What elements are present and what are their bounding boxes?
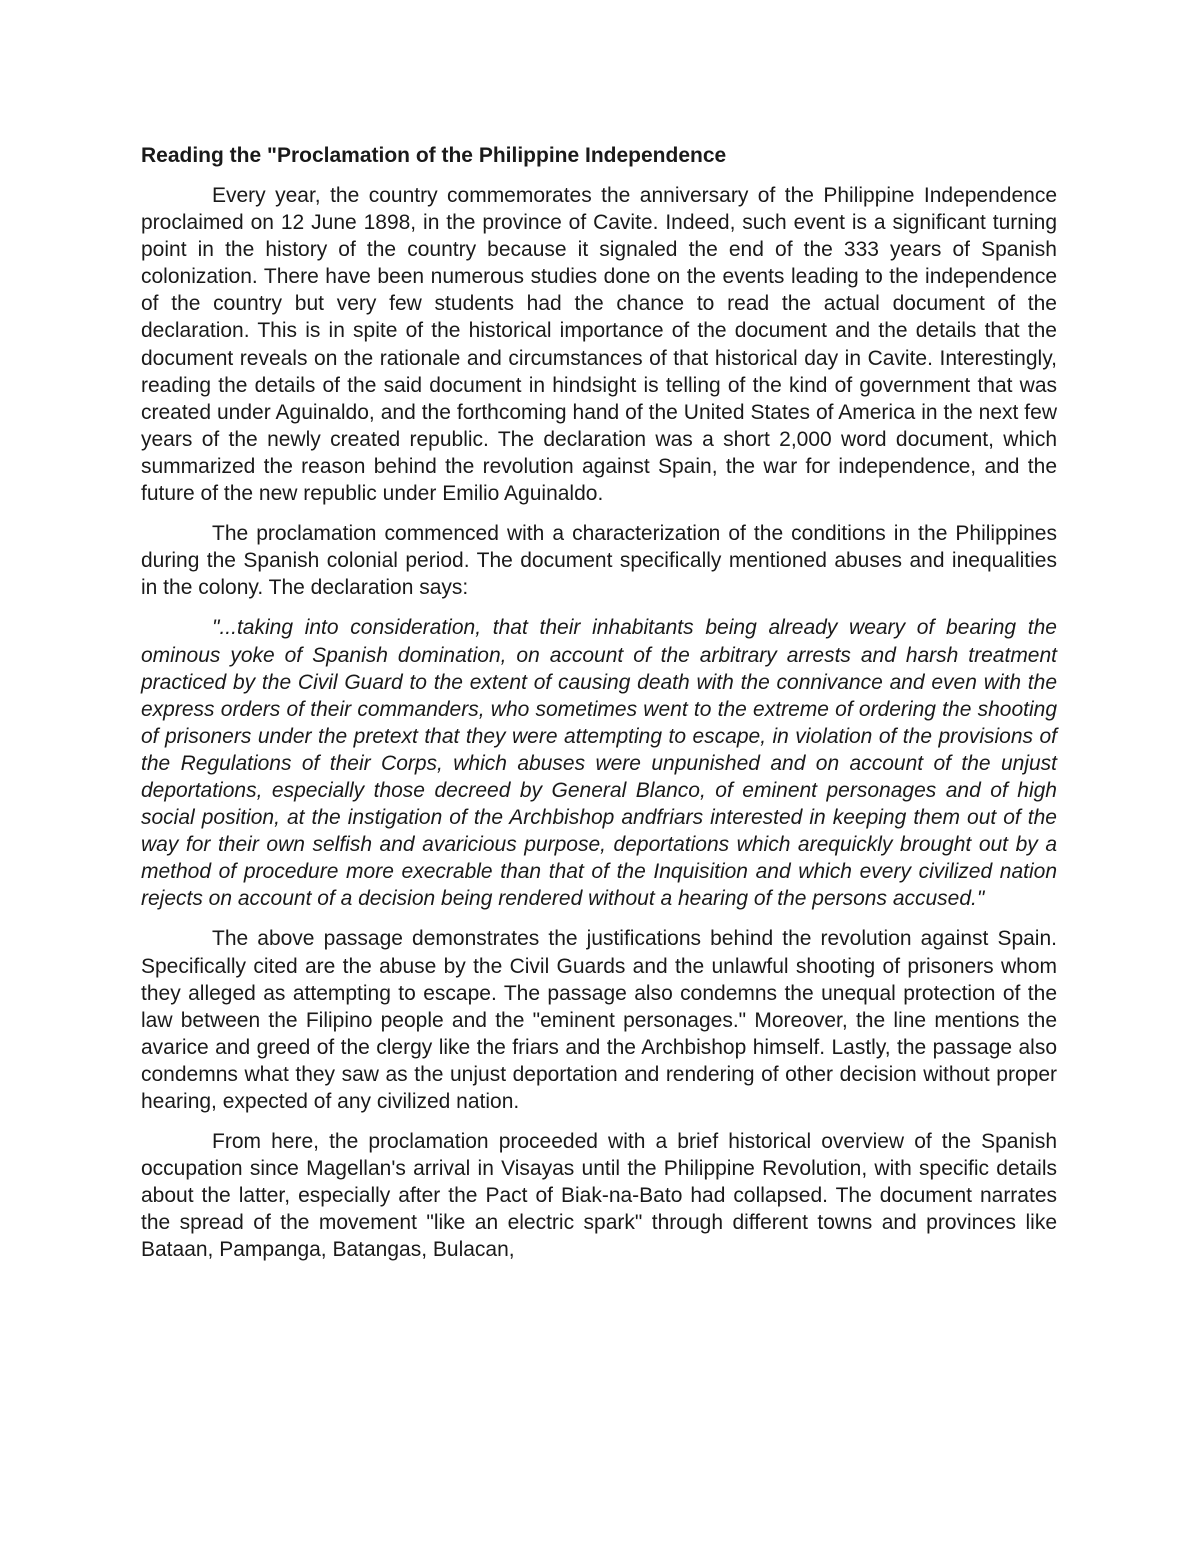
paragraph-proclamation-conditions: The proclamation commenced with a characterization of the conditions in the Philippines during the Spanish colonial period. The document specifically mentioned abuses and inequalities in the colony. The declaration says:	[141, 522, 1057, 600]
document-page	[141, 142, 1057, 1277]
paragraph-analysis: The above passage demonstrates the justifications behind the revolution against Spain. Specifically cited are the abuse by the Civil Guards and the unlawful shooting of prisoners whom they alleged as attempting to escape. The passage also condemns the unequal protection of the law between the Filipino people and the "eminent personages." Moreover, the line mentions the avarice and greed of the clergy like the friars and the Archbishop himself. Lastly, the passage also condemns what they saw as the unjust deportation and rendering of other decision without proper hearing, expected of any civilized nation.	[141, 927, 1057, 1113]
paragraph-introduction: Every year, the country commemorates the anniversary of the Philippine Independence proclaimed on 12 June 1898, in the province of Cavite. Indeed, such event is a significant turning point in the history of the country because it signaled the end of the 333 years of Spanish colonization. There have been numerous studies done on the events leading to the independence of the country but very few students had the chance to read the actual document of the declaration. This is in spite of the historical importance of the document and the details that the document reveals on the rationale and circumstances of that historical day in Cavite. Interestingly, reading the details of the said document in hindsight is telling of the kind of government that was created under Aguinaldo, and the forthcoming hand of the United States of America in the next few years of the newly created republic. The declaration was a short 2,000 word document, which summarized the reason behind the revolution against Spain, the war for independence, and the future of the new republic under Emilio Aguinaldo.	[141, 184, 1057, 506]
document-title: Reading the "Proclamation of the Philippine Independence	[141, 144, 727, 167]
block-quote-declaration: "...taking into consideration, that their inhabitants being already weary of bearing the ominous yoke of Spanish domination, on account of the arbitrary arrests and harsh treatment practiced by the Civil Guard to the extent of causing death with the connivance and even with the express orders of their commanders, who sometimes went to the extreme of ordering the shooting of prisoners under the pretext that they were attempting to escape, in violation of the provisions of the Regulations of their Corps, which abuses were unpunished and on account of the unjust deportations, especially those decreed by General Blanco, of eminent personages and of high social position, at the instigation of the Archbishop andfriars interested in keeping them out of the way for their own selfish and avaricious purpose, deportations which arequickly brought out by a method of procedure more execrable than that of the Inquisition and which every civilized nation rejects on account of a decision being rendered without a hearing of the persons accused."	[141, 616, 1057, 911]
paragraph-historical-overview: From here, the proclamation proceeded with a brief historical overview of the Spanish occupation since Magellan's arrival in Visayas until the Philippine Revolution, with specific details about the latter, especially after the Pact of Biak-na-Bato had collapsed. The document narrates the spread of the movement "like an electric spark" through different towns and provinces like Bataan, Pampanga, Batangas, Bulacan,	[141, 1130, 1057, 1262]
